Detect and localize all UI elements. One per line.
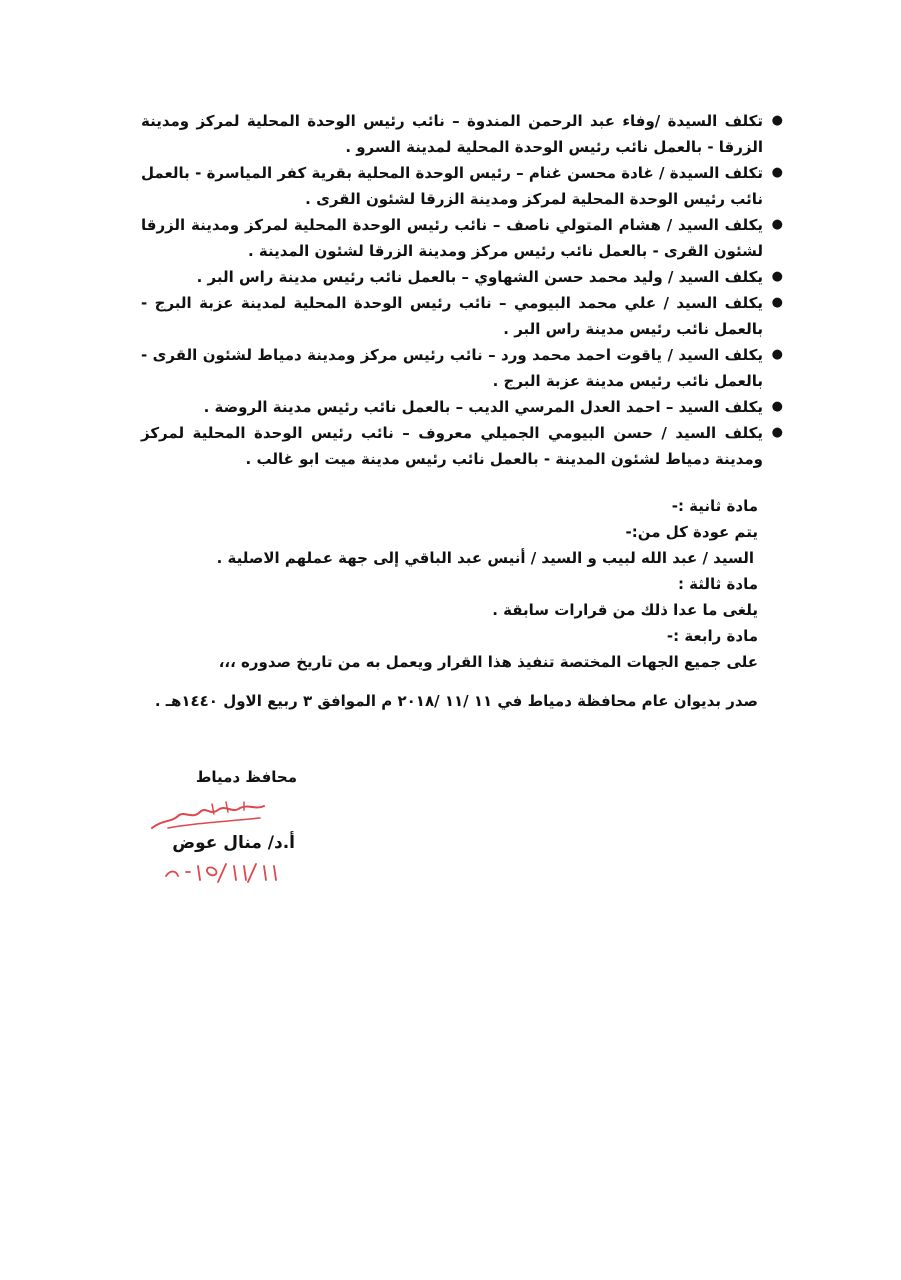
article-three-heading: مادة ثالثة : (677, 575, 758, 593)
handwritten-date-mark (160, 858, 290, 888)
governor-title: محافظ دمياط (195, 768, 297, 786)
bullet-icon: ● (771, 399, 783, 414)
article-three-text: يلغى ما عدا ذلك من قرارات سابقة . (492, 601, 758, 619)
article-four-heading: مادة رابعة :- (666, 627, 758, 645)
list-item: ● يكلف السيد / هشام المتولي ناصف – نائب رئيس الوحدة المحلية لمركز ومدينة الزرقا لشئون القرى - بالعمل نائب رئيس مركز ومدينة الزرقا لشئون المدينة . (141, 212, 781, 264)
bullet-icon: ● (771, 347, 783, 362)
article-two-names: السيد / عبد الله لبيب و السيد / أنيس عبد الباقي إلى جهة عملهم الاصلية . (216, 549, 754, 567)
bullet-icon: ● (771, 295, 783, 310)
list-item: ● تكلف السيدة / غادة محسن غنام – رئيس الوحدة المحلية بقرية كفر المياسرة - بالعمل نائب رئيس الوحدة المحلية لمركز ومدينة الزرقا لشئون القرى . (141, 160, 781, 212)
list-item: ● يكلف السيد – احمد العدل المرسي الديب – بالعمل نائب رئيس مدينة الروضة . (141, 394, 781, 420)
bullet-icon: ● (771, 425, 783, 440)
issue-statement: صدر بديوان عام محافظة دمياط في ١١ /١١ /٢٠١٨ م الموافق ٣ ربيع الاول ١٤٤٠هـ . (154, 692, 758, 710)
bullet-icon: ● (771, 217, 783, 232)
list-item: ● يكلف السيد / ياقوت احمد محمد ورد – نائب رئيس مركز ومدينة دمياط لشئون القرى - بالعمل نائب رئيس مدينة عزبة البرج . (141, 342, 781, 394)
articles-section (118, 493, 758, 675)
list-item: ● يكلف السيد / حسن البيومي الجميلي معروف – نائب رئيس الوحدة المحلية لمركز ومدينة دمياط لشئون المدينة - بالعمل نائب رئيس مدينة ميت ابو غالب . (141, 420, 781, 472)
bullet-icon: ● (771, 269, 783, 284)
article-four-text: على جميع الجهات المختصة تنفيذ هذا القرار ويعمل به من تاريخ صدوره ،،، (218, 653, 758, 671)
article-two-heading: مادة ثانية :- (671, 497, 758, 515)
list-item: ● يكلف السيد / وليد محمد حسن الشهاوي – بالعمل نائب رئيس مدينة راس البر . (141, 264, 781, 290)
list-item: ● يكلف السيد / علي محمد البيومي – نائب رئيس الوحدة المحلية لمدينة عزبة البرج - بالعمل نائب رئيس مدينة راس البر . (141, 290, 781, 342)
bullet-icon: ● (771, 165, 783, 180)
article-two-intro: يتم عودة كل من:- (625, 523, 758, 541)
assignments-list (141, 108, 781, 472)
governor-name: أ.د/ منال عوض (172, 833, 295, 853)
bullet-icon: ● (771, 113, 783, 128)
list-item: ● تكلف السيدة /وفاء عبد الرحمن المندوة – نائب رئيس الوحدة المحلية لمركز ومدينة الزرقا - بالعمل نائب رئيس الوحدة المحلية لمدينة السرو . (141, 108, 781, 160)
